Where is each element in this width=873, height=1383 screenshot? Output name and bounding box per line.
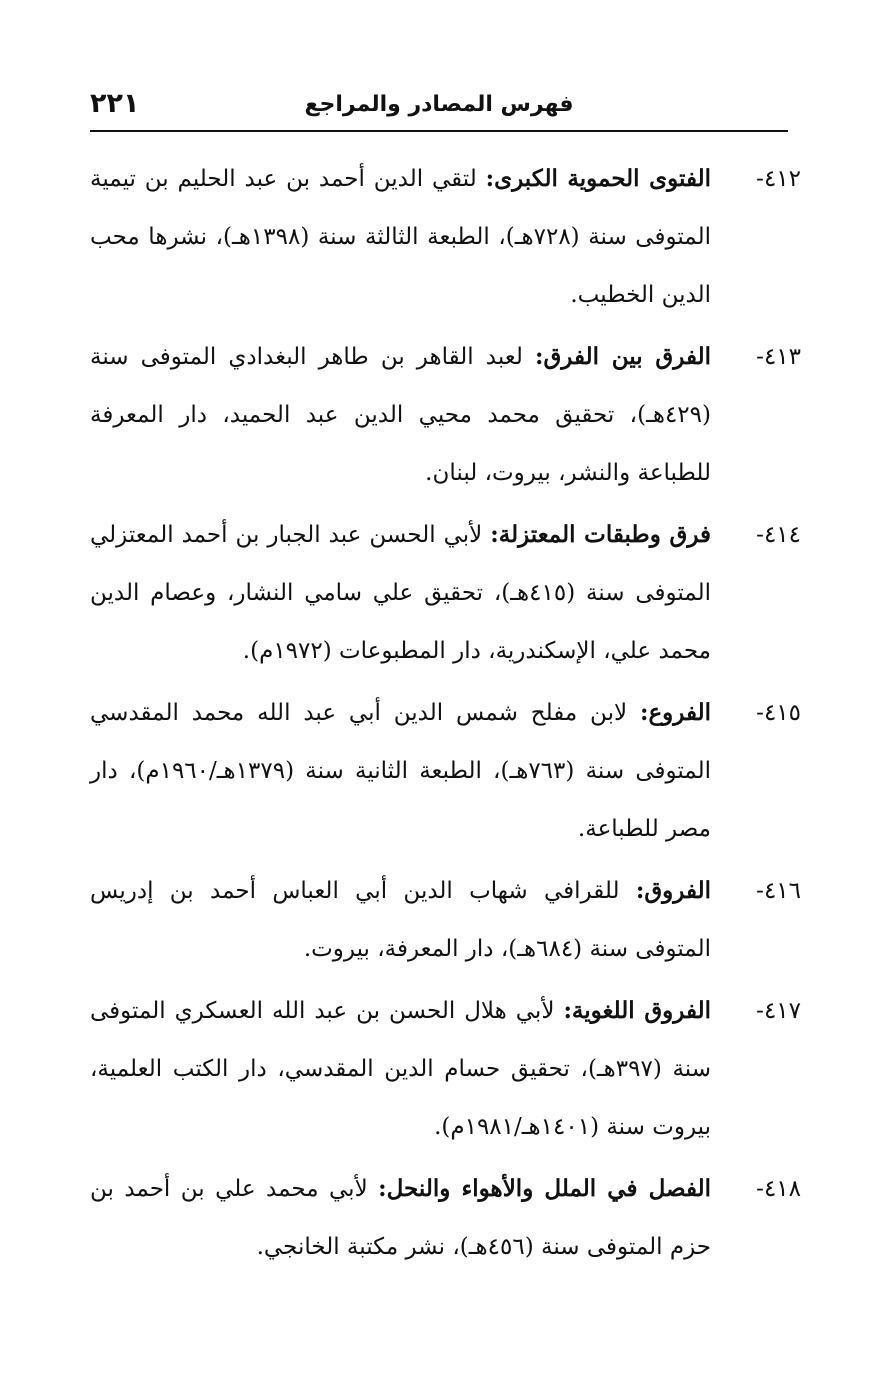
entry-text: لأبي الحسن عبد الجبار بن أحمد المعتزلي المتوفى سنة (٤١٥هـ)، تحقيق علي سامي النشار، وعصام الدين محمد علي، الإسكندرية، دار المطبوعات (١٩٧٢م). [90, 522, 711, 664]
entry-text: لأبي محمد علي بن أحمد بن حزم المتوفى سنة (٤٥٦هـ)، نشر مكتبة الخانجي. [90, 1176, 711, 1260]
entry-number: ٤١٤- [756, 522, 801, 548]
entry-title: الفروق: [635, 877, 711, 904]
entry-title: الفتوى الحموية الكبرى: [485, 165, 711, 192]
bibliography-entry-417 [90, 982, 801, 1156]
entry-number: ٤١٧- [756, 998, 801, 1024]
running-title: فهرس المصادر والمراجع [304, 92, 574, 117]
entry-text: لتقي الدين أحمد بن عبد الحليم بن تيمية المتوفى سنة (٧٢٨هـ)، الطبعة الثالثة سنة (١٣٩٨هـ)، نشرها محب الدين الخطيب. [90, 166, 711, 308]
entry-number: ٤١٦- [756, 878, 801, 904]
bibliography-entry-415 [90, 684, 801, 858]
bibliography-entry-418 [90, 1160, 801, 1276]
entry-title: الفصل في الملل والأهواء والنحل: [378, 1175, 711, 1202]
bibliography-entry-412 [90, 150, 801, 324]
entry-title: الفروق اللغوية: [563, 997, 711, 1024]
entry-title: فرق وطبقات المعتزلة: [490, 521, 711, 548]
page-header [90, 88, 788, 132]
bibliography-entry-413 [90, 328, 801, 502]
entry-text: للقرافي شهاب الدين أبي العباس أحمد بن إدريس المتوفى سنة (٦٨٤هـ)، دار المعرفة، بيروت. [90, 878, 711, 962]
entry-text: لأبي هلال الحسن بن عبد الله العسكري المتوفى سنة (٣٩٧هـ)، تحقيق حسام الدين المقدسي، دار الكتب العلمية، بيروت سنة (١٤٠١هـ/١٩٨١م). [90, 998, 712, 1140]
entry-text: لعبد القاهر بن طاهر البغدادي المتوفى سنة (٤٢٩هـ)، تحقيق محمد محيي الدين عبد الحميد، دار المعرفة للطباعة والنشر، بيروت، لبنان. [90, 344, 711, 486]
entry-title: الفروع: [639, 699, 712, 726]
bibliography-list [90, 150, 801, 1276]
entry-number: ٤١٥- [756, 700, 801, 726]
entry-number: ٤١٣- [756, 344, 801, 370]
entry-number: ٤١٢- [756, 166, 801, 192]
bibliography-entry-416 [90, 862, 801, 978]
page-number: ٢٢١ [90, 88, 140, 119]
entry-text: لابن مفلح شمس الدين أبي عبد الله محمد المقدسي المتوفى سنة (٧٦٣هـ)، الطبعة الثانية سنة (١٣٧٩هـ/١٩٦٠م)، دار مصر للطباعة. [90, 700, 712, 842]
bibliography-entry-414 [90, 506, 801, 680]
entry-title: الفرق بين الفرق: [534, 343, 711, 370]
entry-number: ٤١٨- [756, 1176, 801, 1202]
